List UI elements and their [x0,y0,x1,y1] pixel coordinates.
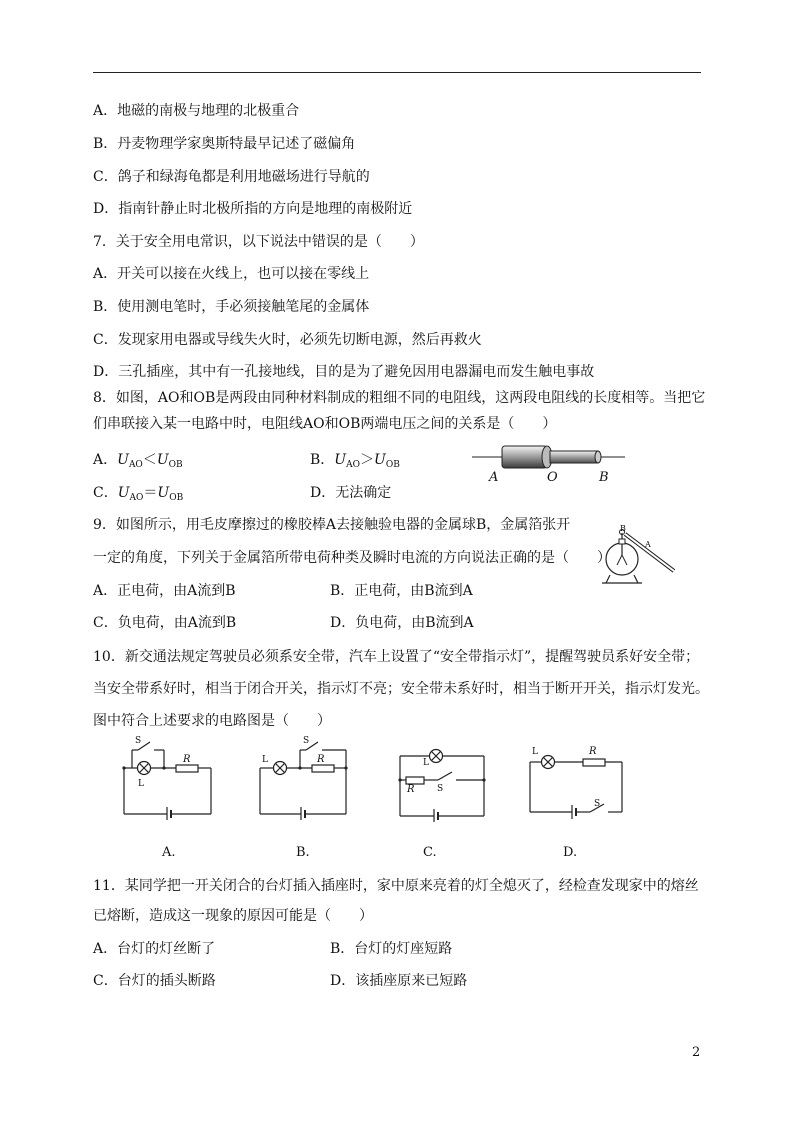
q6-option-c: C．鸽子和绿海龟都是利用地磁场进行导航的 [93,169,370,185]
q7-option-c: C．发现家用电器或导线失火时，必须先切断电源，然后再救火 [93,332,482,348]
q8-option-d: D．无法确定 [310,485,392,501]
q8-label-a: A [489,470,499,485]
q9-stem-line1: 9．如图所示，用毛皮摩擦过的橡胶棒A去接触验电器的金属球B，金属箔张开 [93,517,571,533]
circuit-a-diagram [118,738,218,820]
circuit-d-diagram [528,738,628,822]
q11-option-b: B．台灯的灯座短路 [330,941,453,957]
q9-option-c: C．负电荷，由A流到B [93,615,237,631]
q8-stem-line2: 们串联接入某一电路中时，电阻线AO和OB两端电压之间的关系是（ ） [93,416,557,432]
circuit-a-caption: A. [162,845,176,860]
q11-stem-line2: 已熔断，造成这一现象的原因可能是（ ） [93,908,373,924]
q8-option-b: B．$U_{AO}>U_{OB}$ [310,452,400,470]
q7-stem: 7．关于安全用电常识，以下说法中错误的是（ ） [93,234,424,250]
q11-option-a: A．台灯的灯丝断了 [93,941,216,957]
q7-option-a: A．开关可以接在火线上，也可以接在零线上 [93,266,370,282]
circuit-c-caption: C. [423,845,437,860]
circuit-d-label-s: S [594,799,601,809]
q8-label-o: O [547,470,558,485]
q10-stem-line3: 图中符合上述要求的电路图是（ ） [93,713,331,729]
q10-stem-line1: 10．新交通法规定驾驶员必须系安全带，汽车上设置了“安全带指示灯”，提醒驾驶员系好安全带； [93,649,700,665]
q8-option-c: C．$U_{AO}=U_{OB}$ [93,485,184,503]
page-number: 2 [692,1045,701,1060]
q9-option-d: D．负电荷，由B流到A [330,615,474,631]
q11-option-d: D．该插座原来已短路 [330,973,468,989]
circuit-b-label-r: R [317,754,325,765]
circuit-b-label-l: L [262,755,268,765]
q9-electroscope-figure [598,525,680,587]
circuit-a-label-r: R [183,754,191,765]
circuit-a-label-s: S [135,736,142,746]
circuit-d-label-l: L [532,747,538,757]
circuit-d-label-r: R [589,746,597,757]
q6-option-d: D．指南针静止时北极所指的方向是地理的南极附近 [93,201,413,217]
q9-option-a: A．正电荷，由A流到B [93,583,236,599]
q11-option-c: C．台灯的插头断路 [93,973,216,989]
q10-stem-line2: 当安全带系好时，相当于闭合开关，指示灯不亮；安全带未系好时，相当于断开开关，指示灯发光。 [93,681,709,697]
q8-option-a: A．$U_{AO}<U_{OB}$ [93,452,183,470]
circuit-c-label-r: R [407,784,415,795]
circuit-b-label-s: S [303,736,310,746]
circuit-b-caption: B. [296,845,310,860]
circuit-b-diagram [252,738,352,820]
q9-stem-line2: 一定的角度，下列关于金属箔所带电荷种类及瞬时电流的方向说法正确的是（ ） [93,550,611,566]
q11-stem-line1: 11．某同学把一开关闭合的台灯插入插座时，家中原来亮着的灯全熄灭了，经检查发现家中的熔丝 [93,878,699,894]
q8-label-b: B [599,470,609,485]
circuit-a-label-l: L [138,779,144,789]
q6-option-a: A．地磁的南极与地理的北极重合 [93,103,300,119]
q9-label-b: B [620,524,626,533]
header-rule [93,72,701,73]
q7-option-b: B．使用测电笔时，手必须接触笔尾的金属体 [93,299,370,315]
circuit-c-diagram [392,738,492,822]
circuit-c-label-l: L [423,758,429,768]
q8-stem-line1: 8．如图，AO和OB是两段由同种材料制成的粗细不同的电阻线，这两段电阻线的长度相等。当把它 [93,390,706,406]
q9-label-a: A [645,540,651,549]
q7-option-d: D．三孔插座，其中有一孔接地线，目的是为了避免因用电器漏电而发生触电事故 [93,364,595,380]
circuit-d-caption: D. [563,845,578,860]
circuit-c-label-s: S [437,784,444,794]
q6-option-b: B．丹麦物理学家奥斯特最早记述了磁偏角 [93,136,356,152]
q9-option-b: B．正电荷，由B流到A [330,583,473,599]
